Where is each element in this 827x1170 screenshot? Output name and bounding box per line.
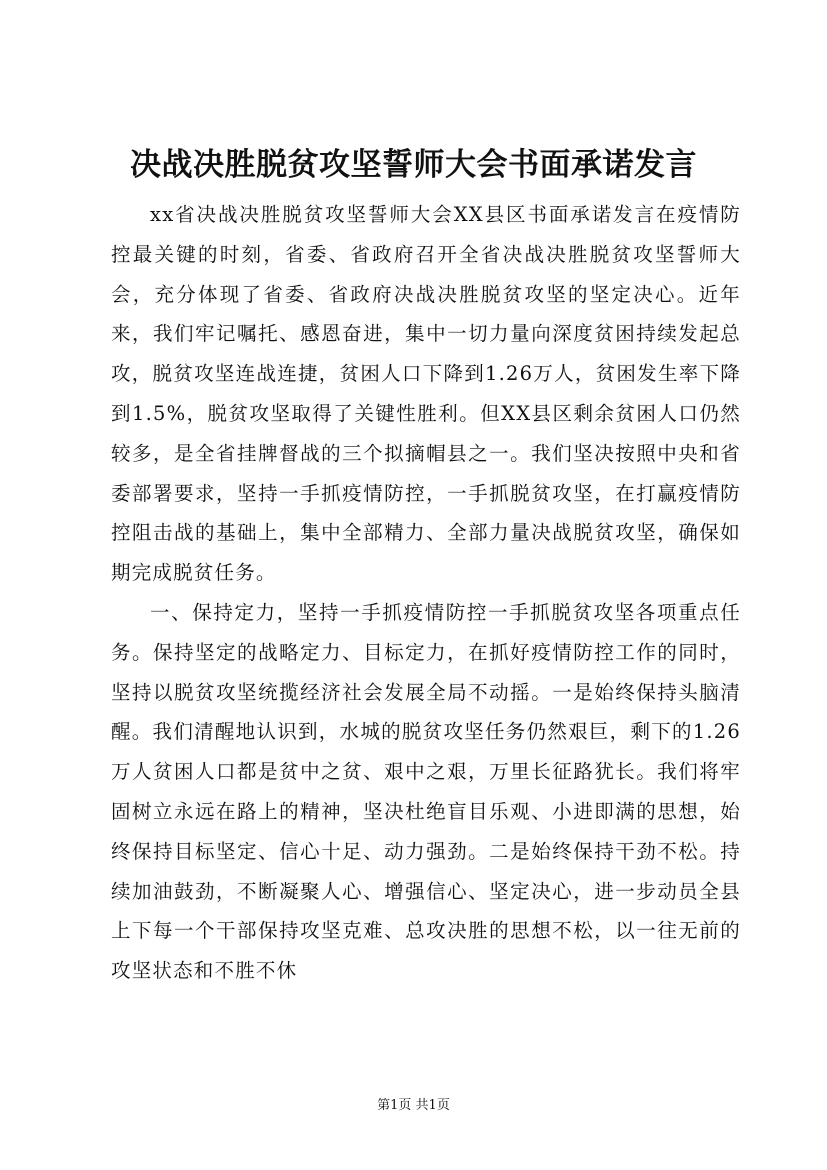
document-body	[111, 195, 741, 991]
paragraph-intro: xx省决战决胜脱贫攻坚誓师大会XX县区书面承诺发言在疫情防控最关键的时刻，省委、省政府召开全省决战决胜脱贫攻坚誓师大会，充分体现了省委、省政府决战决胜脱贫攻坚的坚定决心。近年来，我们牢记嘱托、感恩奋进，集中一切力量向深度贫困持续发起总攻，脱贫攻坚连战连捷，贫困人口下降到1.26万人，贫困发生率下降到1.5%，脱贫攻坚取得了关键性胜利。但XX县区剩余贫困人口仍然较多，是全省挂牌督战的三个拟摘帽县之一。我们坚决按照中央和省委部署要求，坚持一手抓疫情防控，一手抓脱贫攻坚，在打赢疫情防控阻击战的基础上，集中全部精力、全部力量决战脱贫攻坚，确保如期完成脱贫任务。	[111, 203, 741, 585]
page-footer: 第1页 共1页	[377, 1098, 450, 1113]
document-title: 决战决胜脱贫攻坚誓师大会书面承诺发言	[130, 147, 697, 183]
paragraph-section-one: 一、保持定力，坚持一手抓疫情防控一手抓脱贫攻坚各项重点任务。保持坚定的战略定力、目标定力，在抓好疫情防控工作的同时，坚持以脱贫攻坚统揽经济社会发展全局不动摇。一是始终保持头脑清醒。我们清醒地认识到，水城的脱贫攻坚任务仍然艰巨，剩下的1.26万人贫困人口都是贫中之贫、艰中之艰，万里长征路犹长。我们将牢固树立永远在路上的精神，坚决杜绝盲目乐观、小进即满的思想，始终保持目标坚定、信心十足、动力强劲。二是始终保持干劲不松。持续加油鼓劲，不断凝聚人心、增强信心、坚定决心，进一步动员全县上下每一个干部保持攻坚克难、总攻决胜的思想不松，以一往无前的攻坚状态和不胜不休	[111, 600, 741, 983]
